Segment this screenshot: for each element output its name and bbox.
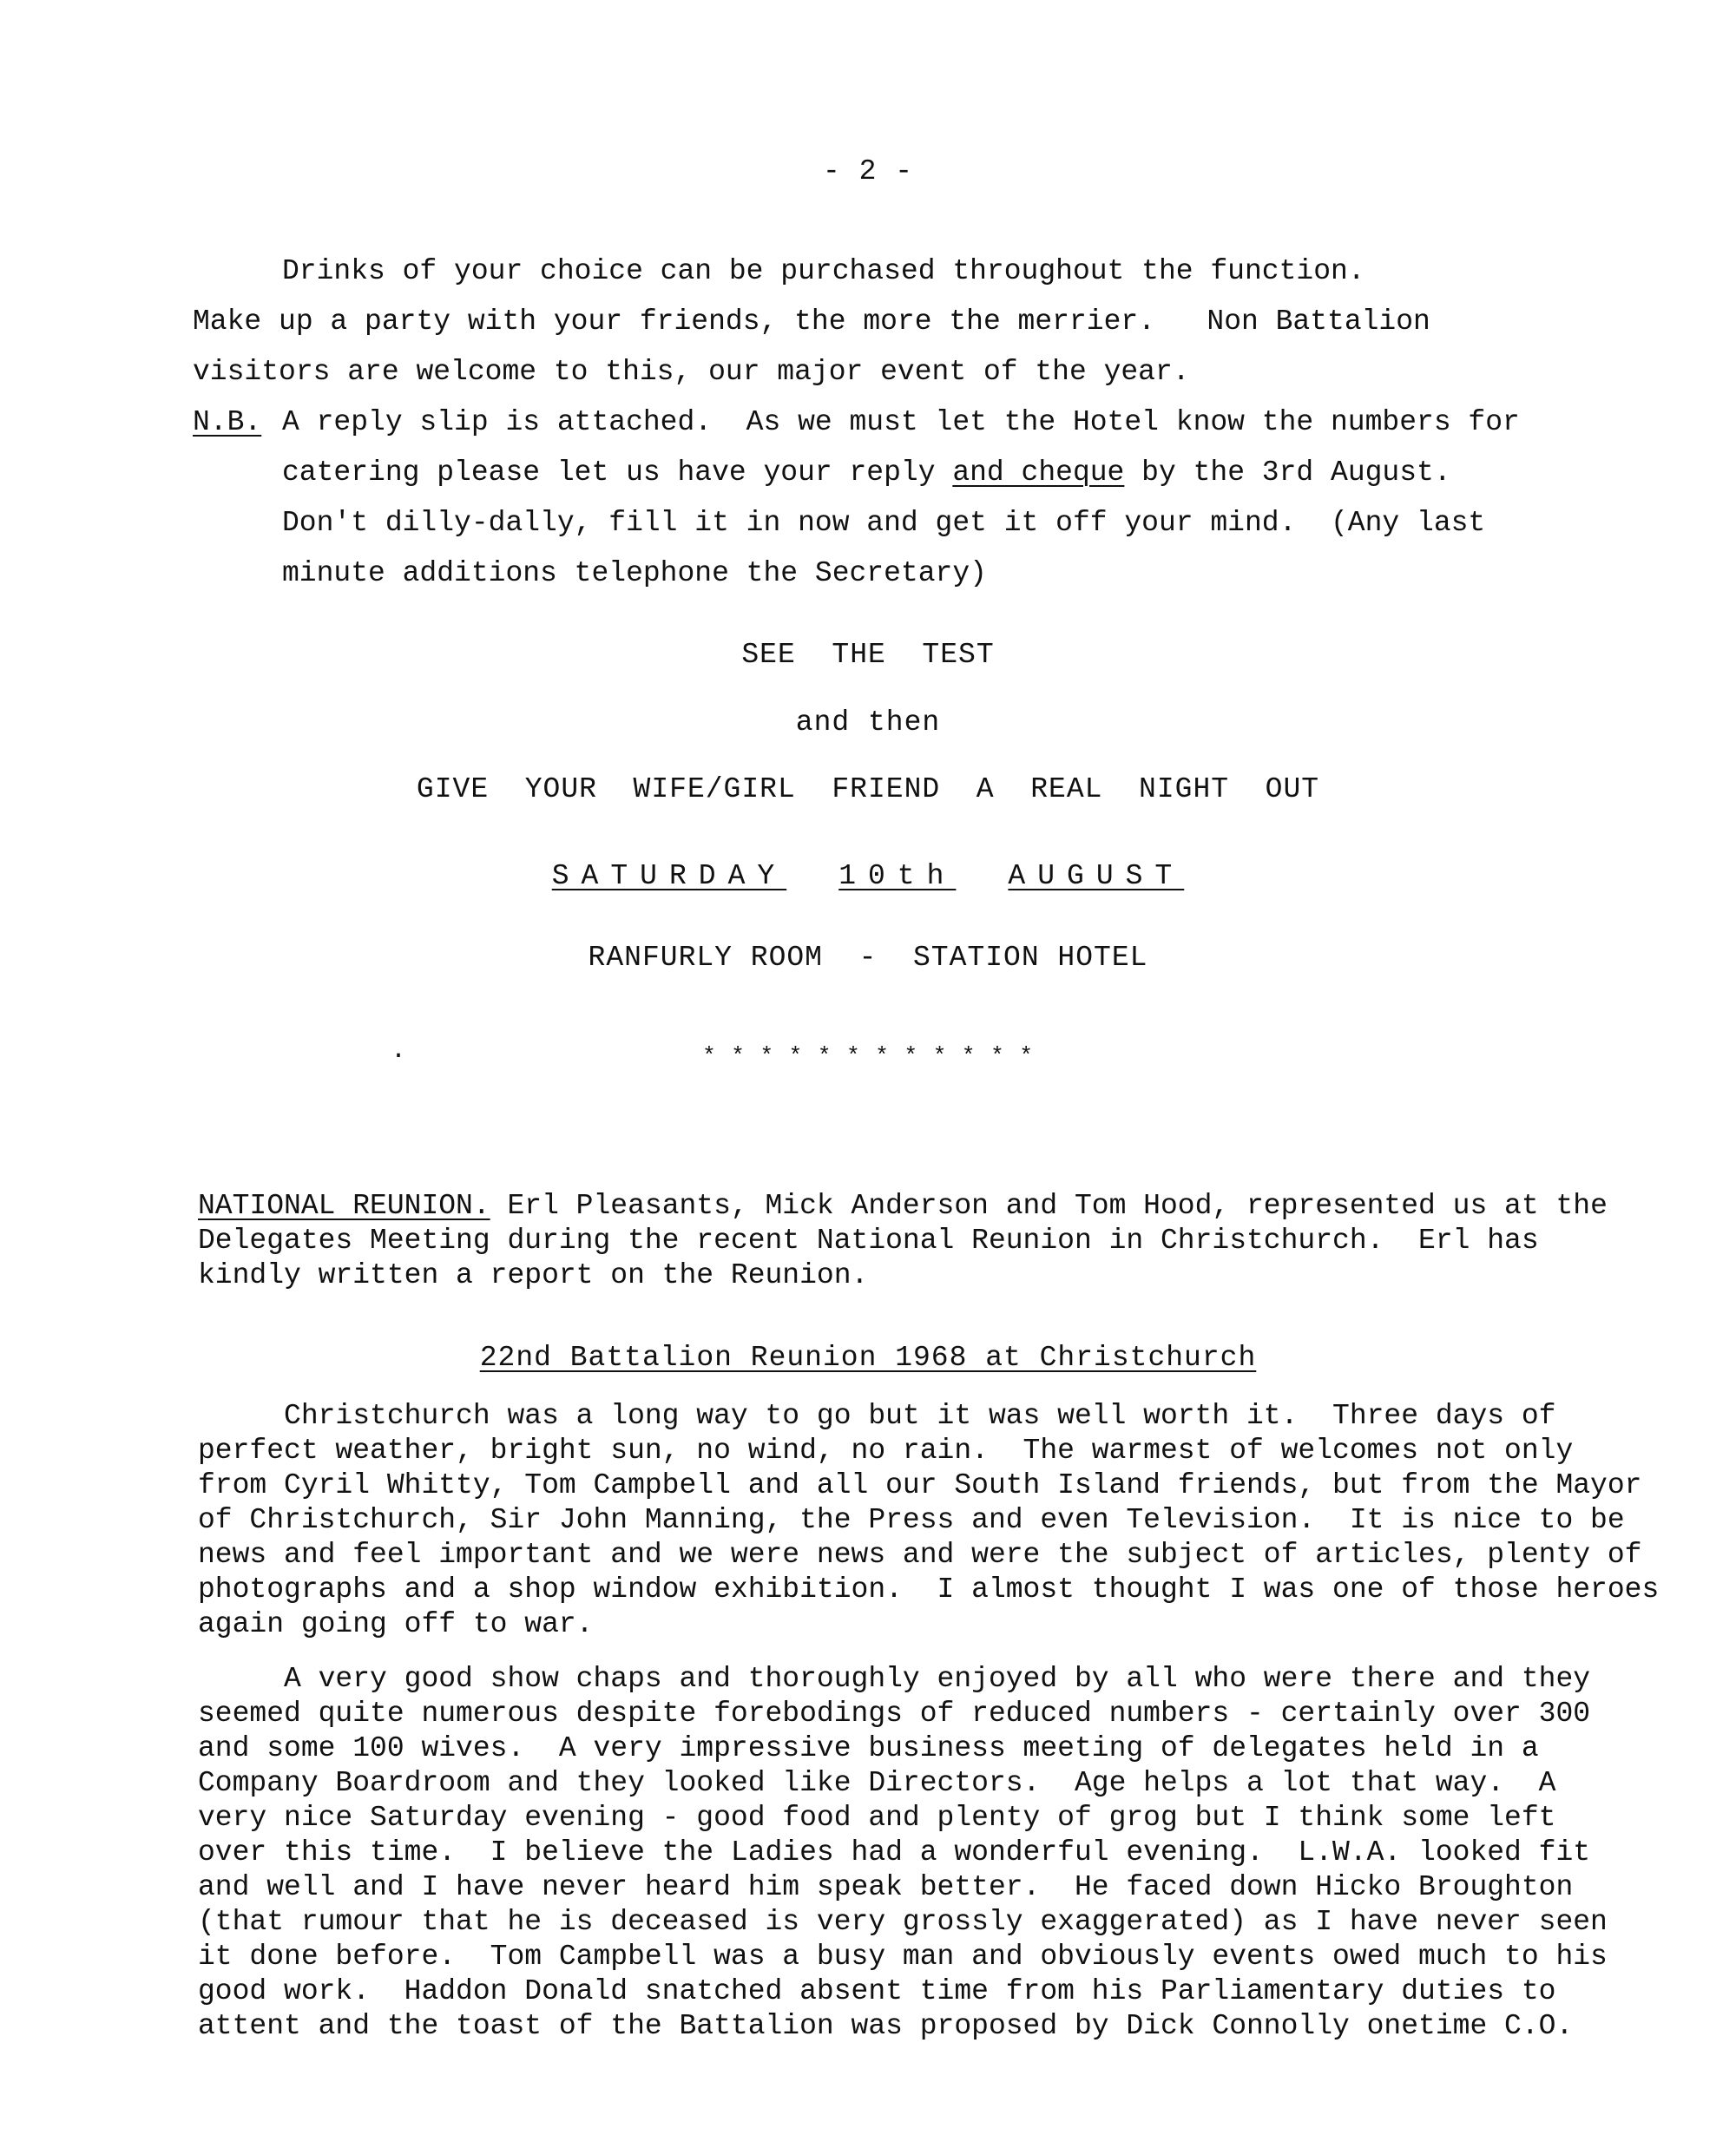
national-reunion-line-2: Delegates Meeting during the recent National Reunion in Christchurch. Erl has (198, 1225, 1539, 1257)
report-title-text: 22nd Battalion Reunion 1968 at Christchurch (479, 1342, 1257, 1374)
intro-line-2: Make up a party with your friends, the more the merrier. Non Battalion (193, 305, 1430, 338)
star-divider: * * * * * * * * * * * * (702, 1043, 1034, 1069)
report-p1-line: from Cyril Whitty, Tom Campbell and all our South Island friends, but from the Mayor (198, 1469, 1642, 1501)
report-p2-line: (that rumour that he is deceased is very grossly exaggerated) as I have never seen (198, 1906, 1608, 1938)
national-reunion-line-3: kindly written a report on the Reunion. (198, 1259, 869, 1291)
event-day: SATURDAY (551, 860, 787, 892)
nb-line-2-start: catering please let us have your reply (282, 457, 953, 489)
nb-line-2-end: by the 3rd August. (1124, 457, 1451, 489)
event-date (0, 859, 1736, 894)
report-p1-line: of Christchurch, Sir John Manning, the Press and even Television. It is nice to be (198, 1504, 1625, 1536)
report-p2-line: good work. Haddon Donald snatched absent time from his Parliamentary duties to (198, 1975, 1556, 2007)
report-p2-line: very nice Saturday evening - good food and plenty of grog but I think some left (198, 1802, 1556, 1834)
national-reunion-line-1 (198, 1189, 1608, 1224)
report-p1-line: Christchurch was a long way to go but it was well worth it. Three days of (198, 1400, 1556, 1432)
nb-line-3: Don't dilly-dally, fill it in now and get it off your mind. (Any last (282, 507, 1486, 539)
report-p1-line: perfect weather, bright sun, no wind, no rain. The warmest of welcomes not only (198, 1435, 1574, 1467)
national-reunion-heading: NATIONAL REUNION. (198, 1190, 490, 1222)
report-p1-line: photographs and a shop window exhibition. I almost thought I was one of those heroes (198, 1573, 1660, 1606)
report-paragraph-2 (198, 1662, 1674, 2044)
report-p2-line: Company Boardroom and they looked like Directors. Age helps a lot that way. A (198, 1767, 1556, 1799)
and-cheque-text: and cheque (952, 457, 1125, 489)
report-p2-line: over this time. I believe the Ladies had a wonderful evening. L.W.A. looked fit (198, 1836, 1591, 1869)
give-your-wife-line: GIVE YOUR WIFE/GIRL FRIEND A REAL NIGHT OUT (416, 773, 1320, 805)
see-the-test: SEE THE TEST (741, 639, 995, 671)
report-paragraph-1 (198, 1399, 1674, 1642)
report-p1-line: again going off to war. (198, 1608, 594, 1640)
stray-mark: · (391, 1041, 407, 1071)
national-reunion-line-1-text: Erl Pleasants, Mick Anderson and Tom Hood, represented us at the (490, 1190, 1608, 1222)
event-month: AUGUST (1008, 860, 1185, 892)
report-p2-line: seemed quite numerous despite forebodings of reduced numbers - certainly over 300 (198, 1698, 1591, 1730)
and-then: and then (795, 706, 941, 739)
report-p2-line: and well and I have never heard him speak better. He faced down Hicko Broughton (198, 1871, 1574, 1903)
intro-line-1: Drinks of your choice can be purchased throughout the function. (282, 255, 1365, 287)
nb-line-4: minute additions telephone the Secretary) (282, 557, 987, 589)
nb-label: N.B. (193, 406, 262, 438)
page-number: - 2 - (822, 155, 914, 187)
nb-line-1: A reply slip is attached. As we must let the Hotel know the numbers for (282, 406, 1520, 438)
report-p2-line: A very good show chaps and thoroughly enjoyed by all who were there and they (198, 1663, 1591, 1695)
report-p1-line: news and feel important and we were news and were the subject of articles, plenty of (198, 1539, 1642, 1571)
report-p2-line: and some 100 wives. A very impressive business meeting of delegates held in a (198, 1732, 1539, 1764)
nb-line-2 (282, 456, 1451, 490)
report-p2-line: attent and the toast of the Battalion was proposed by Dick Connolly onetime C.O. (198, 2010, 1574, 2042)
report-title (0, 1341, 1736, 1376)
event-venue: RANFURLY ROOM - STATION HOTEL (588, 942, 1148, 974)
intro-line-3: visitors are welcome to this, our major event of the year. (193, 356, 1190, 388)
event-date-number: 10th (838, 860, 957, 892)
report-p2-line: it done before. Tom Campbell was a busy man and obviously events owed much to his (198, 1941, 1608, 1973)
